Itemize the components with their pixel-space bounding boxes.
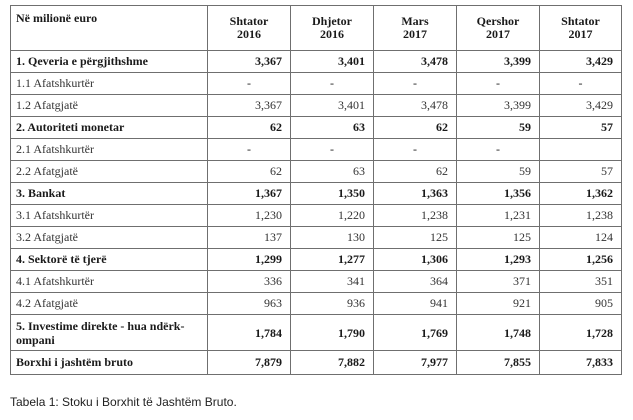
cell-value: 1,293 xyxy=(457,249,540,271)
table-row xyxy=(11,161,622,183)
table-row xyxy=(11,351,622,375)
cell-value: 124 xyxy=(540,227,622,249)
table-row xyxy=(11,117,622,139)
cell-value: 3,399 xyxy=(457,51,540,73)
cell-value: 3,399 xyxy=(457,95,540,117)
cell-value: 1,790 xyxy=(291,315,374,351)
cell-value: 3,401 xyxy=(291,51,374,73)
table-caption: Tabela 1: Stoku i Borxhit të Jashtëm Bruto. xyxy=(10,395,237,409)
row-label: 3. Bankat xyxy=(11,183,208,205)
cell-value: 1,728 xyxy=(540,315,622,351)
cell-value: 59 xyxy=(457,161,540,183)
column-header-month: Shtator xyxy=(561,14,600,28)
cell-value: 1,220 xyxy=(291,205,374,227)
cell-value: 62 xyxy=(374,161,457,183)
cell-value: 63 xyxy=(291,161,374,183)
cell-value: 1,356 xyxy=(457,183,540,205)
table-row xyxy=(11,249,622,271)
cell-value: 936 xyxy=(291,293,374,315)
cell-value: 1,256 xyxy=(540,249,622,271)
row-label: 1.2 Afatgjatë xyxy=(11,95,208,117)
row-label: 4.2 Afatgjatë xyxy=(11,293,208,315)
table-header-row xyxy=(11,6,622,51)
cell-value: 1,277 xyxy=(291,249,374,271)
table-row xyxy=(11,73,622,95)
row-label: 3.2 Afatgjatë xyxy=(11,227,208,249)
cell-value: 130 xyxy=(291,227,374,249)
cell-value xyxy=(540,139,622,161)
row-label: 2.2 Afatgjatë xyxy=(11,161,208,183)
cell-value: 1,231 xyxy=(457,205,540,227)
table-row xyxy=(11,95,622,117)
table-row xyxy=(11,183,622,205)
cell-value: - xyxy=(291,73,374,95)
cell-value: 63 xyxy=(291,117,374,139)
cell-value: 3,478 xyxy=(374,51,457,73)
column-header-month: Qershor xyxy=(476,14,520,28)
cell-value: 1,362 xyxy=(540,183,622,205)
table-row xyxy=(11,315,622,351)
cell-value: - xyxy=(457,139,540,161)
cell-value: 1,784 xyxy=(208,315,291,351)
column-header xyxy=(540,6,622,51)
column-header-month: Dhjetor xyxy=(312,14,352,28)
cell-value: 1,748 xyxy=(457,315,540,351)
table-row xyxy=(11,205,622,227)
cell-value: - xyxy=(291,139,374,161)
cell-value: - xyxy=(457,73,540,95)
row-label-line: 5. Investime direkte - hua ndërk- xyxy=(16,318,185,333)
cell-value: - xyxy=(208,139,291,161)
column-header-month: Shtator xyxy=(229,14,269,28)
row-label: 3.1 Afatshkurtër xyxy=(11,205,208,227)
cell-value: 1,238 xyxy=(540,205,622,227)
column-header xyxy=(208,6,291,51)
cell-value: 1,350 xyxy=(291,183,374,205)
cell-value: 3,478 xyxy=(374,95,457,117)
row-label: 4.1 Afatshkurtër xyxy=(11,271,208,293)
cell-value: 62 xyxy=(208,161,291,183)
row-label-line: ompani xyxy=(16,332,55,347)
cell-value: 3,367 xyxy=(208,95,291,117)
cell-value: 1,306 xyxy=(374,249,457,271)
row-label: 2.1 Afatshkurtër xyxy=(11,139,208,161)
cell-value: 1,769 xyxy=(374,315,457,351)
cell-value: 1,238 xyxy=(374,205,457,227)
cell-value: 1,363 xyxy=(374,183,457,205)
cell-value: 3,429 xyxy=(540,95,622,117)
column-header-year: 2016 xyxy=(320,27,344,41)
cell-value: 57 xyxy=(540,161,622,183)
cell-value: 3,367 xyxy=(208,51,291,73)
cell-value: 7,855 xyxy=(457,351,540,375)
cell-value: 364 xyxy=(374,271,457,293)
column-header xyxy=(291,6,374,51)
cell-value: 3,401 xyxy=(291,95,374,117)
column-header-year: 2017 xyxy=(403,27,427,41)
cell-value: 59 xyxy=(457,117,540,139)
cell-value: 341 xyxy=(291,271,374,293)
column-header-year: 2017 xyxy=(486,27,510,41)
cell-value: - xyxy=(374,73,457,95)
cell-value: 125 xyxy=(374,227,457,249)
cell-value: 921 xyxy=(457,293,540,315)
table-row xyxy=(11,271,622,293)
cell-value: 62 xyxy=(208,117,291,139)
row-label: 1. Qeveria e përgjithshme xyxy=(11,51,208,73)
cell-value: 3,429 xyxy=(540,51,622,73)
row-label: 2. Autoriteti monetar xyxy=(11,117,208,139)
cell-value: 941 xyxy=(374,293,457,315)
row-label: Borxhi i jashtëm bruto xyxy=(11,351,208,375)
column-header xyxy=(457,6,540,51)
cell-value: 1,299 xyxy=(208,249,291,271)
column-header-month: Mars xyxy=(401,14,429,28)
cell-value: 7,977 xyxy=(374,351,457,375)
cell-value: 137 xyxy=(208,227,291,249)
cell-value: 62 xyxy=(374,117,457,139)
row-label: 4. Sektorë të tjerë xyxy=(11,249,208,271)
cell-value: 7,833 xyxy=(540,351,622,375)
cell-value: 963 xyxy=(208,293,291,315)
row-label: 1.1 Afatshkurtër xyxy=(11,73,208,95)
cell-value: - xyxy=(208,73,291,95)
cell-value: 905 xyxy=(540,293,622,315)
table-row xyxy=(11,227,622,249)
external-debt-table xyxy=(10,5,622,375)
table-body xyxy=(11,51,622,375)
cell-value: 351 xyxy=(540,271,622,293)
cell-value: 1,367 xyxy=(208,183,291,205)
cell-value: 7,882 xyxy=(291,351,374,375)
cell-value: 7,879 xyxy=(208,351,291,375)
table-row xyxy=(11,51,622,73)
table-row xyxy=(11,293,622,315)
debt-table-container xyxy=(10,5,621,375)
row-label xyxy=(11,315,208,351)
cell-value: - xyxy=(540,73,622,95)
unit-label: Në milionë euro xyxy=(11,6,208,51)
column-header-year: 2016 xyxy=(237,27,261,41)
cell-value: 336 xyxy=(208,271,291,293)
column-header-year: 2017 xyxy=(568,27,593,41)
cell-value: 57 xyxy=(540,117,622,139)
cell-value: 125 xyxy=(457,227,540,249)
table-row xyxy=(11,139,622,161)
column-header xyxy=(374,6,457,51)
cell-value: 1,230 xyxy=(208,205,291,227)
cell-value: - xyxy=(374,139,457,161)
cell-value: 371 xyxy=(457,271,540,293)
